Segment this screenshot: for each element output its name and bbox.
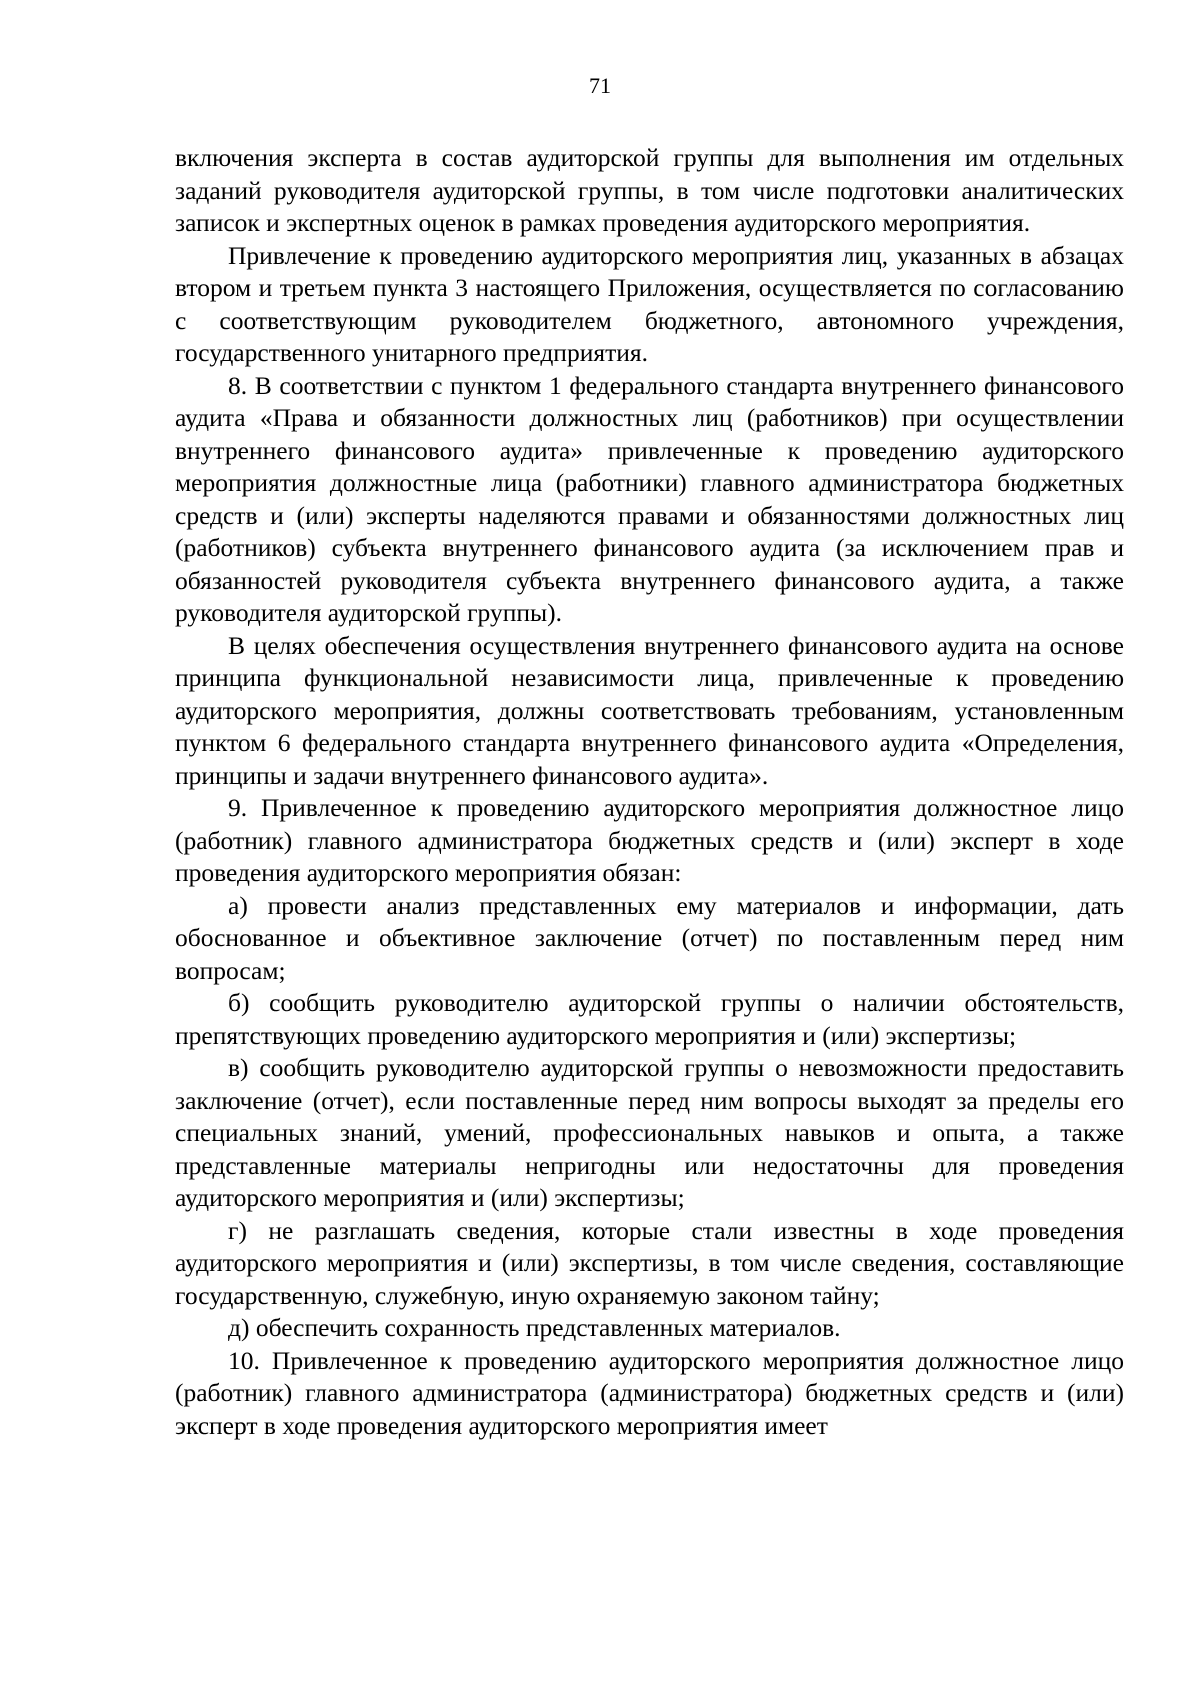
paragraph-continuation: включения эксперта в состав аудиторской группы для выполнения им отдельных заданий руководителя аудиторской группы, в том числе подготовки аналитических записок и экспертных оценок в рамках проведения аудиторского мероприятия. <box>175 143 1124 237</box>
paragraph-item-d: д) обеспечить сохранность представленных материалов. <box>228 1313 841 1342</box>
paragraph-clause-8: 8. В соответствии с пунктом 1 федерального стандарта внутреннего финансового аудита «Права и обязанности должностных лиц (работников) при осуществлении внутреннего финансового аудита» привлеченные к проведению аудиторского мероприятия должностные лица (работники) главного администратора бюджетных средств и (или) эксперты наделяются правами и обязанностями должностных лиц (работников) субъекта внутреннего финансового аудита (за исключением прав и обязанностей руководителя субъекта внутреннего финансового аудита, а также руководителя аудиторской группы). <box>175 370 1124 627</box>
document-body <box>175 142 1124 1442</box>
paragraph-clause-9: 9. Привлеченное к проведению аудиторского мероприятия должностное лицо (работник) главного администратора бюджетных средств и (или) эксперт в ходе проведения аудиторского мероприятия обязан: <box>175 793 1124 887</box>
paragraph-item-b: б) сообщить руководителю аудиторской группы о наличии обстоятельств, препятствующих проведению аудиторского мероприятия и (или) экспертизы; <box>175 988 1124 1050</box>
paragraph-independence: В целях обеспечения осуществления внутреннего финансового аудита на основе принципа функциональной независимости лица, привлеченные к проведению аудиторского мероприятия, должны соответствовать требованиям, установленным пунктом 6 федерального стандарта внутреннего финансового аудита «Определения, принципы и задачи внутреннего финансового аудита». <box>175 630 1124 790</box>
paragraph-involvement-agreement: Привлечение к проведению аудиторского мероприятия лиц, указанных в абзацах втором и третьем пункта 3 настоящего Приложения, осуществляется по согласованию с соответствующим руководителем бюджетного, автономного учреждения, государственного унитарного предприятия. <box>175 240 1124 367</box>
paragraph-item-g: г) не разглашать сведения, которые стали известны в ходе проведения аудиторского мероприятия и (или) экспертизы, в том числе сведения, составляющие государственную, служебную, иную охраняемую законом тайну; <box>175 1215 1124 1310</box>
paragraph-item-a: а) провести анализ представленных ему материалов и информации, дать обоснованное и объективное заключение (отчет) по поставленным перед ним вопросам; <box>175 890 1124 985</box>
paragraph-clause-10: 10. Привлеченное к проведению аудиторского мероприятия должностное лицо (работник) главного администратора (администратора) бюджетных средств и (или) эксперт в ходе проведения аудиторского мероприятия имеет <box>175 1345 1124 1440</box>
page-number: 71 <box>589 73 611 98</box>
paragraph-item-v: в) сообщить руководителю аудиторской группы о невозможности предоставить заключение (отчет), если поставленные перед ним вопросы выходят за пределы его специальных знаний, умений, профессиональных навыков и опыта, а также представленные материалы непригодны или недостаточны для проведения аудиторского мероприятия и (или) экспертизы; <box>175 1053 1124 1212</box>
